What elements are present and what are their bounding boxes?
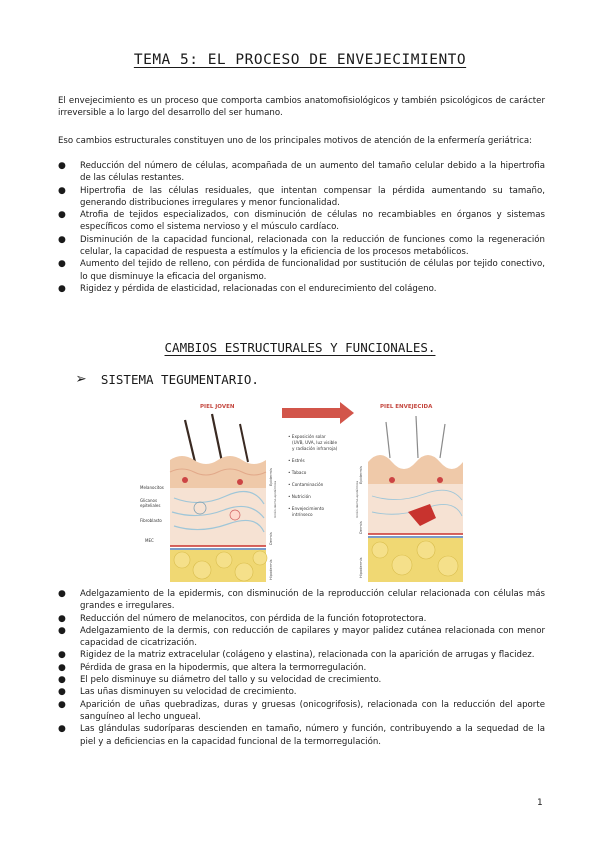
bullet-item: [58, 686, 545, 698]
bullet-item: [58, 613, 545, 625]
label-glicanos: Glicanos: [140, 498, 158, 503]
factor-3: • Estrés: [288, 458, 305, 463]
layer-label-epidermis: Epidermis: [269, 468, 273, 486]
bullet-dot-icon: ●: [58, 185, 66, 196]
factor-4: • Tabaco: [288, 470, 307, 475]
page-number: 1: [537, 798, 543, 808]
subsection-heading: [72, 369, 259, 390]
bullet-text: Pérdida de grasa en la hipodermis, que altera la termorregulación.: [80, 662, 367, 673]
young-skin-panel: [140, 404, 277, 582]
bullet-text: Rigidez y pérdida de elasticidad, relacionadas con el endurecimiento del colágeno.: [80, 283, 437, 294]
bullet-item: [58, 699, 545, 724]
label-epiteliales: epiteliales: [140, 503, 161, 508]
factor-1: (UVB, UVA, luz visible: [292, 440, 338, 445]
bullet-dot-icon: ●: [58, 259, 66, 270]
bullet-dot-icon: ●: [58, 625, 66, 636]
bullet-item: [58, 160, 545, 185]
bullet-item: [58, 283, 545, 295]
bullet-text: Disminución de la capacidad funcional, relacionada con la reducción de funciones como la regeneración celular, la capacidad de respuesta a estímulos y la eficiencia de los procesos metabólicos.: [80, 234, 545, 258]
page-title: TEMA 5: EL PROCESO DE ENVEJECIMIENTO: [133, 52, 467, 68]
aged-dermis: [368, 484, 463, 534]
bullet-item: [58, 674, 545, 686]
aged-layer-label-epidermis: Epidermis: [359, 466, 363, 484]
bullet-text: Hipertrofia de las células residuales, que intentan compensar la pérdida aumentando su tamaño, generando distribuciones irregulares y menor funcionalidad.: [80, 185, 545, 208]
label-fibroblasto: Fibroblasto: [140, 518, 162, 523]
factor-8: intrínseco: [292, 512, 313, 517]
bullet-dot-icon: ●: [58, 613, 66, 624]
bullet-dot-icon: ●: [58, 650, 66, 661]
bullet-item: [58, 662, 545, 674]
aged-layer-label-dermis: Dermis: [359, 521, 363, 534]
bullet-dot-icon: ●: [58, 589, 66, 599]
bullet-dot-icon: ●: [58, 724, 66, 735]
bullet-text: Reducción del número de melanocitos, con pérdida de la función fotoprotectora.: [80, 613, 427, 624]
section-heading: CAMBIOS ESTRUCTURALES Y FUNCIONALES.: [164, 340, 436, 355]
aging-factors-panel: [282, 402, 354, 517]
young-skin-title: PIEL JOVEN: [200, 404, 235, 410]
intro-paragraph: El envejecimiento es un proceso que comporta cambios anatomofisiológicos y también psicológicos de carácter irreversible a lo largo del desarrollo del ser humano.: [58, 96, 545, 119]
bullet-dot-icon: ●: [58, 662, 66, 673]
bullet-item: [58, 234, 545, 259]
arrow-bullet-icon: ➢: [76, 369, 87, 390]
bullet-text: Adelgazamiento de la epidermis, con disminución de la reproducción celular relacionada con células más grandes e irregulares.: [80, 589, 545, 612]
bullet-item: [58, 649, 545, 661]
aged-epidermis: [368, 455, 463, 484]
bullet-text: Aparición de uñas quebradizas, duras y gruesas (onicogrifosis), relacionada con la reducción del aporte sanguíneo al lecho ungueal.: [80, 699, 545, 722]
bullet-dot-icon: ●: [58, 675, 66, 686]
bullet-dot-icon: ●: [58, 687, 66, 698]
bullet-item: [58, 258, 545, 283]
bullet-item: [58, 625, 545, 650]
layer-label-union: Unión dermo-epidérmica: [273, 480, 277, 518]
bullet-dot-icon: ●: [58, 699, 66, 710]
bullet-text: Rigidez de la matriz extracelular (colágeno y elastina), relacionada con la aparición de arrugas y flacidez.: [80, 650, 535, 661]
bullet-item: [58, 723, 545, 748]
intro-paragraph-2: Eso cambios estructurales constituyen uno de los principales motivos de atención de la enfermería geriátrica:: [58, 136, 532, 146]
bullet-text: Atrofia de tejidos especializados, con disminución de células no recambiables en órganos y sistemas específicos como el sistema nervioso y el músculo cardíaco.: [80, 210, 545, 233]
skin-aging-figure: [140, 400, 463, 582]
young-dermis: [170, 488, 266, 546]
bullet-text: Reducción del número de células, acompañada de un aumento del tamaño celular debido a la hipertrofia de las células restantes.: [80, 161, 545, 184]
structural-changes-list: [58, 160, 545, 295]
aged-skin-panel: [355, 404, 463, 582]
label-melanocitos: Melanocitos: [140, 485, 164, 490]
subsection-heading-text: SISTEMA TEGUMENTARIO.: [100, 372, 259, 387]
bullet-text: Las uñas disminuyen su velocidad de crecimiento.: [80, 687, 297, 698]
aged-skin-title: PIEL ENVEJECIDA: [380, 404, 433, 410]
integumentary-changes-list: [58, 588, 545, 748]
bullet-text: Aumento del tejido de relleno, con pérdida de funcionalidad por sustitución de células por tejido conectivo, lo que disminuye la eficacia del organismo.: [80, 259, 545, 282]
bullet-dot-icon: ●: [58, 161, 66, 171]
bullet-text: Las glándulas sudoríparas descienden en tamaño, número y función, contribuyendo a la sequedad de la piel y a deficiencias en la capacidad funcional de la termorregulación.: [80, 724, 545, 747]
bullet-dot-icon: ●: [58, 210, 66, 221]
bullet-dot-icon: ●: [58, 283, 66, 294]
factor-5: • Contaminación: [288, 482, 324, 487]
bullet-text: Adelgazamiento de la dermis, con reducción de capilares y mayor palidez cutánea relacionada con menor capacidad de cicatrización.: [80, 625, 545, 649]
aging-arrow-icon: [282, 402, 354, 424]
bullet-item: [58, 209, 545, 234]
factor-7: • Envejecimiento: [288, 506, 325, 511]
factor-2: y radiación infrarroja): [292, 446, 338, 451]
bullet-item: [58, 185, 545, 210]
bullet-item: [58, 588, 545, 613]
factor-0: • Exposición solar: [288, 434, 326, 439]
aged-layer-label-union: Unión dermo-epidérmica: [355, 480, 359, 518]
layer-label-dermis: Dermis: [269, 532, 273, 545]
factor-6: • Nutrición: [288, 494, 311, 499]
bullet-text: El pelo disminuye su diámetro del tallo y su velocidad de crecimiento.: [80, 675, 382, 686]
label-mec: MEC: [145, 538, 154, 543]
aged-layer-label-hipodermis: Hipodermis: [359, 557, 363, 578]
bullet-dot-icon: ●: [58, 234, 66, 245]
layer-label-hipodermis: Hipodermis: [269, 559, 273, 580]
